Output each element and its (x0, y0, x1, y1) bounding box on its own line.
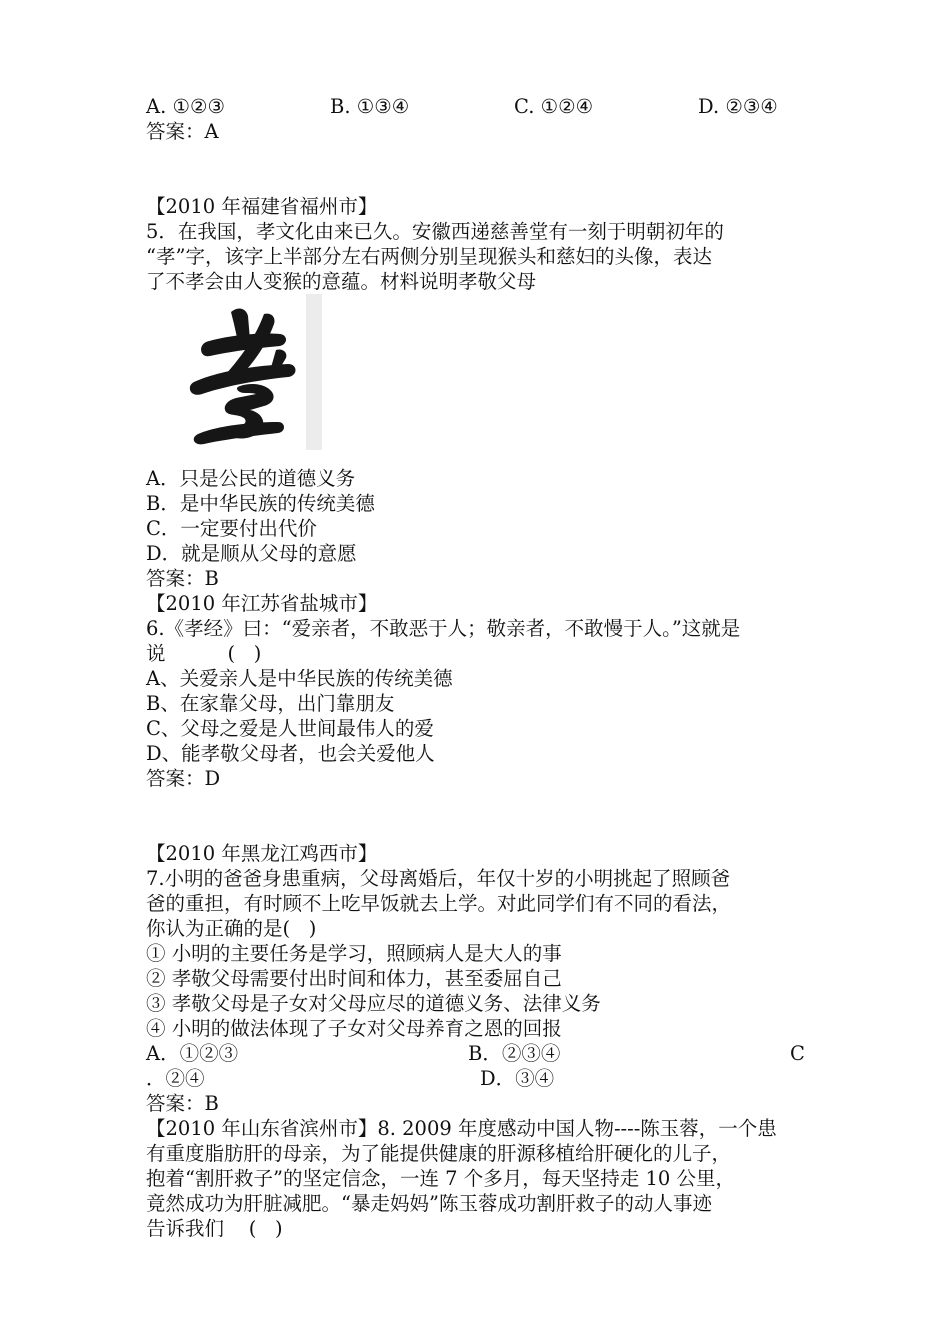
q7-stem-line-2: 爸的重担，有时顾不上吃早饭就去上学。对此同学们有不同的看法， (146, 892, 732, 915)
q4-answer: 答案：A (146, 120, 219, 143)
q7-stem-line-1: 7.小明的爸爸身患重病，父母离婚后，年仅十岁的小明挑起了照顾爸 (146, 867, 731, 890)
q6-option-c: C、父母之爱是人世间最伟人的爱 (146, 717, 434, 740)
q6-stem-line-1: 6.《孝经》曰：“爱亲者，不敢恶于人；敬亲者，不敢慢于人。”这就是 (146, 617, 741, 640)
calligraphy-xiao-icon (176, 294, 324, 450)
q5-source: 【2010 年福建省福州市】 (146, 195, 378, 218)
q5-stem-line-3: 了不孝会由人变猴的意蕴。材料说明孝敬父母 (146, 270, 537, 293)
q8-line-5: 告诉我们 ( ) (146, 1217, 283, 1240)
q4-option-d: D. ②③④ (698, 95, 778, 118)
q6-source: 【2010 年江苏省盐城市】 (146, 592, 378, 615)
q5-option-b: B．是中华民族的传统美德 (146, 492, 375, 515)
q7-statement-1: ① 小明的主要任务是学习，照顾病人是大人的事 (146, 942, 562, 965)
q8-line-1: 【2010 年山东省滨州市】8. 2009 年度感动中国人物----陈玉蓉，一个患 (146, 1117, 777, 1140)
q7-statement-3: ③ 孝敬父母是子女对父母应尽的道德义务、法律义务 (146, 992, 601, 1015)
q6-option-b: B、在家靠父母，出门靠朋友 (146, 692, 395, 715)
q7-option-b: B．②③④ (468, 1042, 561, 1065)
q5-option-d: D．就是顺从父母的意愿 (146, 542, 357, 565)
q5-option-c: C．一定要付出代价 (146, 517, 317, 540)
q8-line-3: 抱着“割肝救子”的坚定信念，一连 7 个多月，每天坚持走 10 公里， (146, 1167, 735, 1190)
q6-option-d: D、能孝敬父母者，也会关爱他人 (146, 742, 435, 765)
q6-answer: 答案：D (146, 767, 221, 790)
q7-source: 【2010 年黑龙江鸡西市】 (146, 842, 378, 865)
q8-line-2: 有重度脂肪肝的母亲，为了能提供健康的肝源移植给肝硬化的儿子， (146, 1142, 732, 1165)
q7-statement-4: ④ 小明的做法体现了子女对父母养育之恩的回报 (146, 1017, 562, 1040)
q6-option-a: A、关爱亲人是中华民族的传统美德 (146, 667, 453, 690)
q7-answer: 答案：B (146, 1092, 219, 1115)
q7-option-c-rest: ．②④ (146, 1067, 205, 1090)
q7-option-c-letter: C (790, 1042, 805, 1065)
q8-line-4: 竟然成功为肝脏减肥。“暴走妈妈”陈玉蓉成功割肝救子的动人事迹 (146, 1192, 712, 1215)
q5-stem-line-2: “孝”字，该字上半部分左右两侧分别呈现猴头和慈妇的头像，表达 (146, 245, 712, 268)
q7-option-d: D．③④ (480, 1067, 555, 1090)
calligraphy-xiao-image (176, 294, 324, 450)
q4-option-b: B. ①③④ (330, 95, 410, 118)
q7-stem-line-3: 你认为正确的是( ) (146, 917, 317, 940)
q7-statement-2: ② 孝敬父母需要付出时间和体力，甚至委屈自己 (146, 967, 562, 990)
q4-option-c: C. ①②④ (514, 95, 594, 118)
q5-option-a: A．只是公民的道德义务 (146, 467, 356, 490)
q7-option-a: A．①②③ (146, 1042, 239, 1065)
q5-stem-line-1: 5．在我国，孝文化由来已久。安徽西递慈善堂有一刻于明朝初年的 (146, 220, 724, 243)
q4-option-a: A. ①②③ (146, 95, 225, 118)
q5-answer: 答案：B (146, 567, 219, 590)
q6-stem-line-2: 说 ( ) (146, 642, 262, 665)
